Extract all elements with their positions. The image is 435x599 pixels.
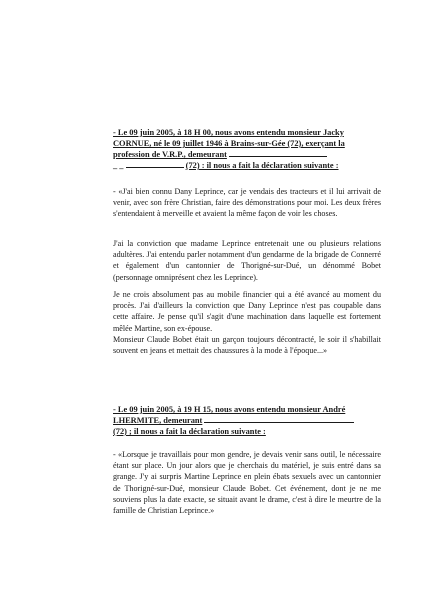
statement-1-header-line-2: CORNUE, né le 09 juillet 1946 à Brains-sur-Gée (72), exerçant la [113,139,345,148]
statement-1-header-line-1: - Le 09 juin 2005, à 18 H 00, nous avons entendu monsieur Jacky [113,128,344,137]
statement-1-declaration-text: (72) : il nous a fait la déclaration suivante : [185,161,339,170]
statement-1-paragraph-1: - «J'ai bien connu Dany Leprince, car je vendais des tracteurs et il lui arrivait de venir, avec son frère Christian, faire des démonstrations pour moi. Les deux frères s'entendaient à merveille et avaient la même façon de voir les choses. [113,187,381,219]
statement-1-header-line-3 [113,149,381,160]
statement-2-resident-text: LHERMITE, demeurant [113,416,203,425]
redacted-address-blank-2 [204,415,354,423]
redacted-address-blank [229,149,327,157]
statement-1-paragraph-3: Je ne crois absolument pas au mobile financier qui a été avancé au moment du procès. J'ai d'ailleurs la conviction que Dany Leprince n'est pas coupable dans cette affaire. Je pense qu'il s'agit d'une machination dans laquelle est fortement mêlée Martine, son ex-épouse. [113,290,381,333]
statement-2-header-line-2 [113,415,381,426]
statement-1-header-line-4 [113,160,381,171]
statement-1-header [113,127,381,171]
statement-2-paragraph-1: - «Lorsque je travaillais pour mon gendre, je devais venir sans outil, le nécessaire étant sur place. Un jour alors que je cherchais du matériel, je suis entré dans sa grange. J'y ai surpris Martine Leprince en plein ébats sexuels avec un cantonnier de Thorigné-sur-Dué, monsieur Claude Bobet. Cet événement, dont je ne me souviens plus la date exacte, se situait avant le drame, c'est à dire le meurtre de la famille de Christian Leprince.» [113,450,381,516]
statement-1-redaction-marks: _ _ [113,161,124,170]
statement-1-paragraph-2: J'ai la conviction que madame Leprince entretenait une ou plusieurs relations adultères. J'ai entendu parler notamment d'un gendarme de la brigade de Connerré et également d'un cantonnier de Thorigné-sur-Dué, un dénommé Bobet (personnage omniprésent chez les Leprince). [113,239,381,282]
statement-2-header-line-1: - Le 09 juin 2005, à 19 H 15, nous avons entendu monsieur André [113,405,346,414]
statement-2-declaration-text: (72) ; il nous a fait la déclaration suivante : [113,427,266,436]
redacted-town-blank [126,160,184,168]
statement-1-profession-text: profession de V.R.P., demeurant [113,150,227,159]
statement-2-header [113,404,381,437]
statement-1-paragraph-4: Monsieur Claude Bobet était un garçon toujours décontracté, le soir il s'habillait souvent en jeans et mettait des chaussures à la mode à l'époque...» [113,335,381,356]
statement-2-header-line-3 [113,426,381,437]
